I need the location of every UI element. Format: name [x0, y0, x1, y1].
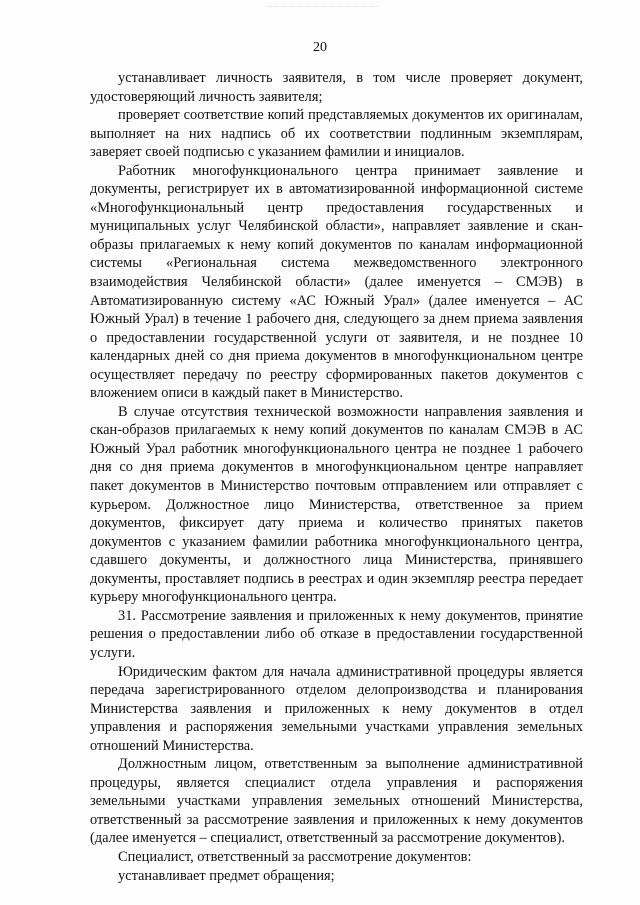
page-number: 20 — [313, 40, 327, 55]
paragraph-2: проверяет соответствие копий представляемых документов их оригиналам, выполняет на них надпись об их соответствии подлинным экземплярам, заверяет своей подписью с указанием фамилии и инициалов. — [90, 107, 583, 161]
paragraph-3: Работник многофункционального центра принимает заявление и документы, регистрирует их в автоматизированной информационной системе «Многофункциональный центр предоставления государственных и муниципальных услуг Челябинской области», направляет заявление и скан-образы прилагаемых к нему копий документов по каналам информационной системы «Региональная система межведомственного электронного взаимодействия Челябинской области» (далее именуется – СМЭВ) в Автоматизированную систему «АС Южный Урал» (далее именуется – АС Южный Урал) в течение 1 рабочего дня, следующего за днем приема заявления о предоставлении государственной услуги от заявителя, и не позднее 10 календарных дней со дня приема документов в многофункциональном центре осуществляет передачу по реестру сформированных пакетов документов с вложением описи в каждый пакет в Министерство. — [90, 162, 583, 402]
paragraph-6: Юридическим фактом для начала административной процедуры является передача зарегистрированного отделом делопроизводства и планирования Министерства заявления и приложенных к нему документов в отдел управления и распоряжения земельными участками управления земельных отношений Министерства. — [90, 663, 583, 754]
paragraph-1: устанавливает личность заявителя, в том числе проверяет документ, удостоверяющий личность заявителя; — [90, 70, 583, 105]
paragraph-8: Специалист, ответственный за рассмотрение документов: — [118, 848, 472, 865]
scan-artifact — [268, 6, 378, 9]
paragraph-9: устанавливает предмет обращения; — [118, 867, 335, 884]
paragraph-7: Должностным лицом, ответственным за выполнение административной процедуры, является специалист отдела управления и распоряжения земельными участками управления земельных отношений Министерства, ответственный за рассмотрение заявления и приложенных к нему документов (далее именуется – специалист, ответственный за рассмотрение документов). — [90, 756, 583, 847]
paragraph-5: 31. Рассмотрение заявления и приложенных к нему документов, принятие решения о предоставлении либо об отказе в предоставлении государственной услуги. — [90, 607, 583, 661]
paragraph-4: В случае отсутствия технической возможности направления заявления и скан-образов прилагаемых к нему копий документов по каналам СМЭВ в АС Южный Урал работник многофункционального центра не позднее 1 рабочего дня со дня приема документов в многофункциональном центре направляет пакет документов в Министерство почтовым отправлением или отправляет с курьером. Должностное лицо Министерства, ответственное за прием документов, фиксирует дату приема и количество принятых пакетов документов с указанием фамилии работника многофункционального центра, сдавшего документы, и должностного лица Министерства, принявшего документы, проставляет подпись в реестрах и один экземпляр реестра передает курьеру многофункционального центра. — [90, 403, 583, 606]
document-body — [90, 69, 583, 885]
